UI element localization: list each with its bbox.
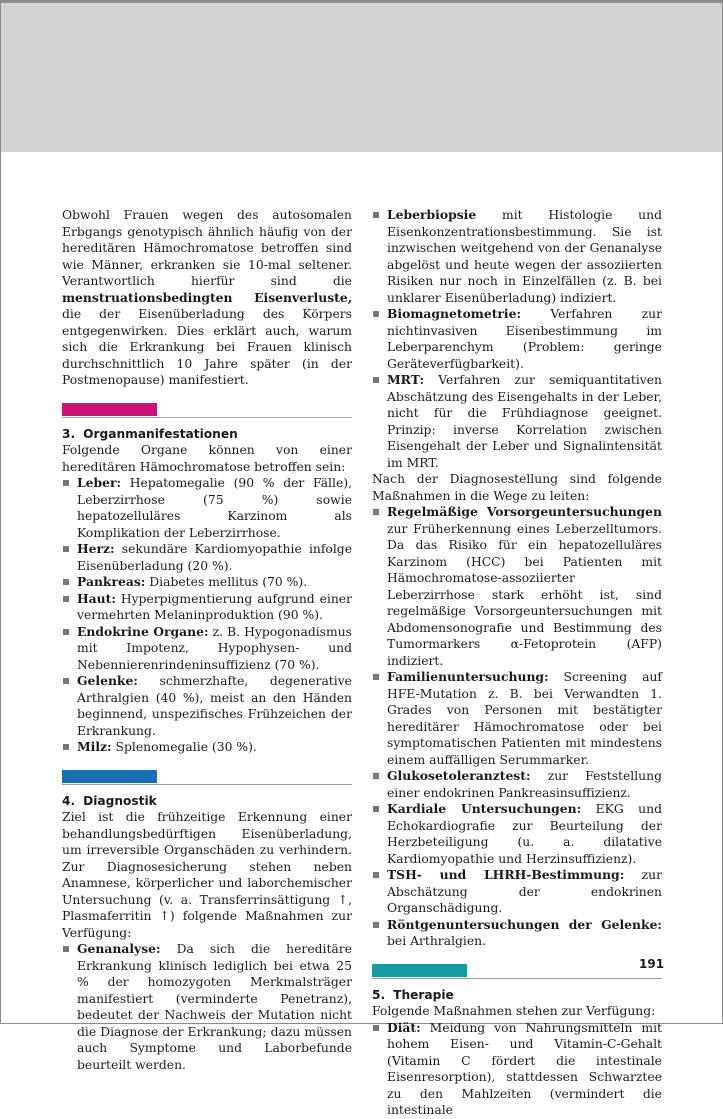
section-heading-therapie: [372, 987, 662, 1004]
item-text: Screening auf HFE-Mutation z. B. bei Verwandten 1. Grades von Personen mit bestätigter hereditärer Hämochromatose oder bei symptomatischen Patienten mit mindestens einem auffälligen Serummarker.: [387, 670, 662, 767]
list-item: [372, 1020, 662, 1119]
item-text: sekundäre Kardiomyopathie infolge Eisenüberladung (20 %).: [77, 542, 352, 573]
list-item: [372, 917, 662, 950]
list-item: [372, 669, 662, 768]
list-item: [372, 801, 662, 867]
intro-bold-term: menstruationsbedingten Eisenverluste,: [62, 289, 352, 305]
list-item: [62, 475, 352, 541]
section-intro: Folgende Organe können von einer hereditären Hämochromatose betroffen sein:: [62, 443, 352, 474]
list-item: [62, 624, 352, 674]
section-accent-bar: [62, 403, 157, 416]
section-number: 4.: [62, 793, 76, 808]
item-term: Haut:: [77, 590, 116, 606]
list-item: [372, 504, 662, 669]
section-divider-therapie: [372, 964, 662, 979]
header-band: [0, 3, 723, 152]
item-text: mit Histologie und Eisenkonzentrationsbestimmung. Sie ist inzwischen weitgehend von der Genanalyse abgelöst und heute wegen der assoziierten Risiken nur noch in Einzelfällen (z. B. bei unklarer Eisenüberladung) indiziert.: [387, 208, 662, 305]
item-term: MRT:: [387, 372, 425, 387]
section-title: Organmanifestationen: [83, 426, 238, 441]
section-heading-organmanifestationen: [62, 426, 352, 443]
page-number: 191: [639, 957, 665, 971]
section-number: 5.: [372, 987, 386, 1002]
diagnostic-list: [62, 941, 352, 1073]
section-title: Diagnostik: [83, 793, 157, 808]
list-item: [372, 372, 662, 471]
item-text: Hyperpigmentierung aufgrund einer vermehrten Melaninproduktion (90 %).: [77, 591, 352, 622]
list-item: [62, 591, 352, 624]
item-text: zur Früherkennung eines Leberzelltumors. Da das Risiko für ein hepatozelluläres Karzinom (HCC) bei Patienten mit Hämochromatose-assoziierter Leberzirrhose stark erhöht ist, sind regelmäßige Vorsorgeuntersuchungen mit Abdomensonografie und Bestimmung des Tumormarkers α-Fetoprotein (AFP) indiziert.: [387, 521, 662, 668]
item-text: Meidung von Nahrungsmitteln mit hohem Eisen- und Vitamin-C-Gehalt (Vitamin C fördert die intestinale Eisenresorption), stattdessen Schwarztee zu den Mahlzeiten (vermindert die intestinale: [387, 1020, 662, 1117]
item-text: Da sich die hereditäre Erkrankung klinisch lediglich bei etwa 25 % der homozygoten Merkmalsträger manifestiert (verminderte Penetranz), bedeutet der Nachweis der Mutation nicht die Diagnose der Erkrankung; dazu müssen auch Symptome und Laborbefunde beurteilt werden.: [77, 942, 352, 1072]
item-text: Diabetes mellitus (70 %).: [145, 575, 308, 589]
therapy-list: [372, 1020, 662, 1119]
section-number: 3.: [62, 426, 76, 441]
section-divider-diagnostik: [62, 770, 352, 785]
right-column: [372, 207, 665, 1119]
item-text: zur Abschätzung der endokrinen Organschädigung.: [387, 868, 662, 915]
list-item: [372, 306, 662, 372]
followup-intro: Nach der Diagnosestellung sind folgende Maßnahmen in die Wege zu leiten:: [372, 472, 662, 503]
intro-text-2: die der Eisenüberladung des Körpers entgegenwirken. Dies erklärt auch, warum sich die Erkrankung bei Frauen klinisch durchschnittlich 10 Jahre später (in der Postmenopause) manifestiert.: [62, 307, 352, 387]
section-intro: Folgende Maßnahmen stehen zur Verfügung:: [372, 1004, 656, 1018]
item-text: bei Arthralgien.: [387, 934, 487, 948]
list-item: [372, 867, 662, 917]
intro-text-1: Obwohl Frauen wegen des autosomalen Erbgangs genotypisch ähnlich häufig von der hereditären Hämochromatose betroffen sind wie Männer, erkranken sie 10-mal seltener. Verantwortlich hierfür sind die: [62, 208, 352, 288]
item-text: Splenomegalie (30 %).: [111, 740, 257, 754]
item-text: EKG und Echokardiografie zur Beurteilung der Herzbeteiligung (u. a. dilatative Kardiomyopathie und Herzinsuffizienz).: [387, 802, 662, 866]
list-item: [62, 541, 352, 574]
left-column: [62, 207, 352, 1073]
item-text: z. B. Hypogonadismus mit Impotenz, Hypophysen- und Nebennierenrindeninsuffizienz (70 %).: [77, 624, 352, 672]
section-accent-bar: [62, 770, 157, 783]
section-intro: Ziel ist die frühzeitige Erkennung einer behandlungsbedürftigen Eisenüberladung, um irreversible Organschäden zu verhindern. Zur Diagnosesicherung stehen neben Anamnese, körperlicher und laborchemischer Untersuchung (v. a. Transferrinsättigung ↑, Plasmaferritin ↑) folgende Maßnahmen zur Verfügung:: [62, 810, 352, 940]
intro-paragraph: [62, 207, 352, 389]
list-item: [62, 673, 352, 739]
item-term: Pankreas:: [77, 574, 146, 589]
section-divider-organmanifestationen: [62, 403, 352, 418]
item-term: Milz:: [77, 739, 112, 754]
item-term: Kardiale Untersuchungen:: [387, 801, 582, 816]
item-term: Leber:: [77, 475, 122, 490]
section-heading-diagnostik: [62, 793, 352, 810]
item-term: Genanalyse:: [77, 941, 161, 956]
list-item: [62, 941, 352, 1073]
item-text: zur Feststellung einer endokrinen Pankreasinsuffizienz.: [387, 769, 662, 800]
organ-list: [62, 475, 352, 756]
list-item: [62, 574, 352, 591]
item-term: Biomagnetometrie:: [387, 306, 522, 321]
list-item: [62, 739, 352, 756]
item-term: Leberbiopsie: [387, 207, 477, 222]
item-term: Familienuntersuchung:: [387, 669, 549, 684]
item-term: Röntgenuntersuchungen der Gelenke:: [387, 916, 662, 932]
item-term: TSH- und LHRH-Bestimmung:: [387, 867, 625, 882]
item-text: Hepatomegalie (90 % der Fälle), Leberzirrhose (75 %) sowie hepatozelluläres Karzinom als Komplikation der Leberzirrhose.: [77, 476, 352, 540]
item-term: Gelenke:: [77, 673, 138, 688]
item-term: Diät:: [387, 1019, 421, 1035]
section-title: Therapie: [393, 987, 454, 1002]
diagnostic-list-continued: [372, 207, 662, 471]
item-term: Herz:: [77, 541, 115, 556]
followup-list: [372, 504, 662, 950]
item-text: Verfahren zur semiquantitativen Abschätzung des Eisengehalts in der Leber, nicht für die Frühdiagnose geeignet. Prinzip: inverse Korrelation zwischen Eisengehalt der Leber und Signalintensität im MRT.: [387, 373, 662, 470]
item-term: Glukosetoleranztest:: [387, 768, 531, 783]
item-text: schmerzhafte, degenerative Arthralgien (40 %), meist an den Händen beginnend, unspezifisches Frühzeichen der Erkrankung.: [77, 674, 352, 738]
list-item: [372, 207, 662, 306]
item-text: Verfahren zur nichtinvasiven Eisenbestimmung im Leberparenchym (Problem: geringe Geräteverfügbarkeit).: [387, 307, 662, 371]
section-accent-bar: [372, 964, 467, 977]
item-term: Regelmäßige Vorsorgeuntersuchungen: [387, 504, 662, 519]
list-item: [372, 768, 662, 801]
item-term: Endokrine Organe:: [77, 623, 209, 639]
